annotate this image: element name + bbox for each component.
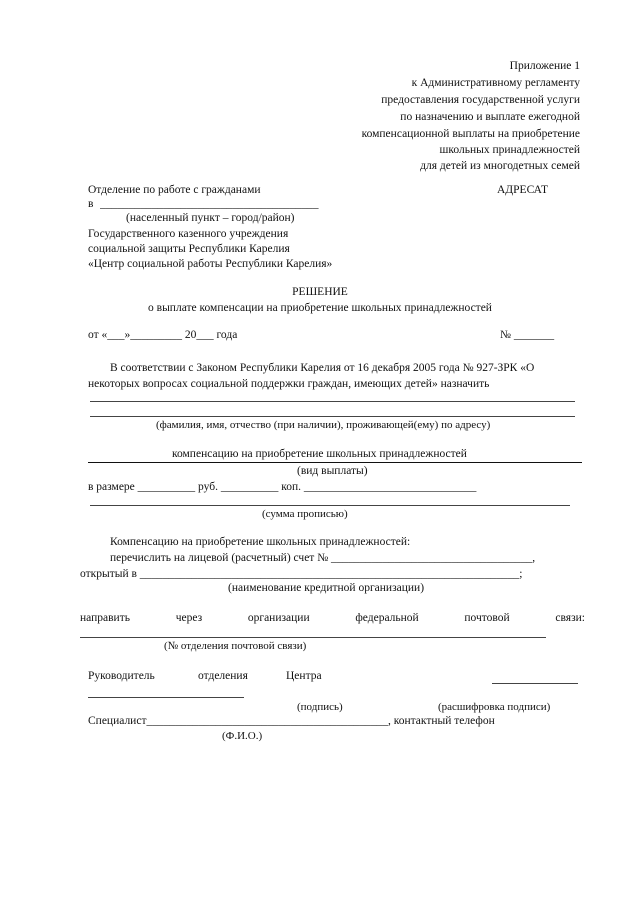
bank-caption: (наименование кредитной организации) — [228, 582, 425, 594]
addressee-label: АДРЕСАТ — [497, 184, 548, 196]
payment-type-text: компенсацию на приобретение школьных принадлежностей — [172, 448, 467, 460]
document-title: РЕШЕНИЕ — [292, 286, 348, 298]
amount-caption: (сумма прописью) — [262, 508, 348, 520]
appendix-line: предоставления государственной услуги — [381, 94, 580, 106]
bank-field[interactable]: открытый в __________________________________________________________________; — [80, 568, 523, 580]
body-paragraph-line: В соответствии с Законом Республики Карелия от 16 декабря 2005 года № 927-ЗРК «О — [110, 362, 535, 374]
sender-location-caption: (населенный пункт – город/район) — [126, 212, 295, 224]
amount-words-blank-line[interactable] — [90, 505, 570, 506]
head-word: Руководитель — [88, 670, 155, 682]
specialist-field[interactable]: Специалист__________________________________________, контактный телефон — [88, 715, 495, 727]
payment-type-caption: (вид выплаты) — [297, 465, 368, 477]
appendix-line: школьных принадлежностей — [439, 144, 580, 156]
decode-caption: (расшифровка подписи) — [438, 701, 551, 713]
appendix-line: к Административному регламенту — [411, 77, 580, 89]
date-field[interactable]: от «___»_________ 20___ года — [88, 329, 238, 341]
appendix-line: для детей из многодетных семей — [420, 160, 580, 172]
payment-type-line — [88, 462, 582, 463]
sender-institution-line: Государственного казенного учреждения — [88, 228, 289, 240]
direct-word: связи: — [555, 612, 585, 624]
head-name-blank-line[interactable] — [88, 697, 244, 698]
direct-word: организации — [247, 612, 310, 624]
direct-post-line — [80, 612, 585, 626]
head-word: отделения — [198, 670, 248, 682]
direct-word: через — [175, 612, 203, 624]
account-field[interactable]: перечислить на лицевой (расчетный) счет № ___________________________________, — [110, 552, 536, 564]
sign-caption: (подпись) — [297, 701, 343, 713]
number-field[interactable]: № _______ — [500, 329, 555, 341]
direct-word: федеральной — [355, 612, 419, 624]
post-caption: (№ отделения почтовой связи) — [164, 640, 307, 652]
sender-location-field[interactable]: ______________________________________ — [100, 198, 319, 210]
direct-word: почтовой — [464, 612, 510, 624]
fio-caption: (фамилия, имя, отчество (при наличии), проживающей(ему) по адресу) — [156, 419, 491, 431]
sender-location-prefix: в — [88, 198, 94, 210]
transfer-heading: Компенсацию на приобретение школьных принадлежностей: — [110, 536, 411, 548]
amount-field[interactable]: в размере __________ руб. __________ коп. ______________________________ — [88, 481, 477, 493]
body-paragraph-line: некоторых вопросах социальной поддержки граждан, имеющих детей» назначить — [88, 378, 490, 390]
sender-institution-line: социальной защиты Республики Карелия — [88, 243, 290, 255]
appendix-line: компенсационной выплаты на приобретение — [361, 128, 580, 140]
appendix-line: Приложение 1 — [509, 60, 580, 72]
head-word: Центра — [286, 670, 322, 682]
fio-blank-line[interactable] — [90, 416, 575, 417]
fio-short-caption: (Ф.И.О.) — [222, 730, 263, 742]
sender-institution-line: «Центр социальной работы Республики Карелия» — [88, 258, 333, 270]
document-subtitle: о выплате компенсации на приобретение школьных принадлежностей — [148, 302, 492, 314]
sender-department: Отделение по работе с гражданами — [88, 184, 261, 196]
post-office-blank-line[interactable] — [80, 637, 546, 638]
fio-blank-line[interactable] — [90, 401, 575, 402]
direct-word: направить — [80, 612, 130, 624]
decode-blank-line[interactable] — [492, 683, 578, 684]
appendix-line: по назначению и выплате ежегодной — [400, 111, 580, 123]
